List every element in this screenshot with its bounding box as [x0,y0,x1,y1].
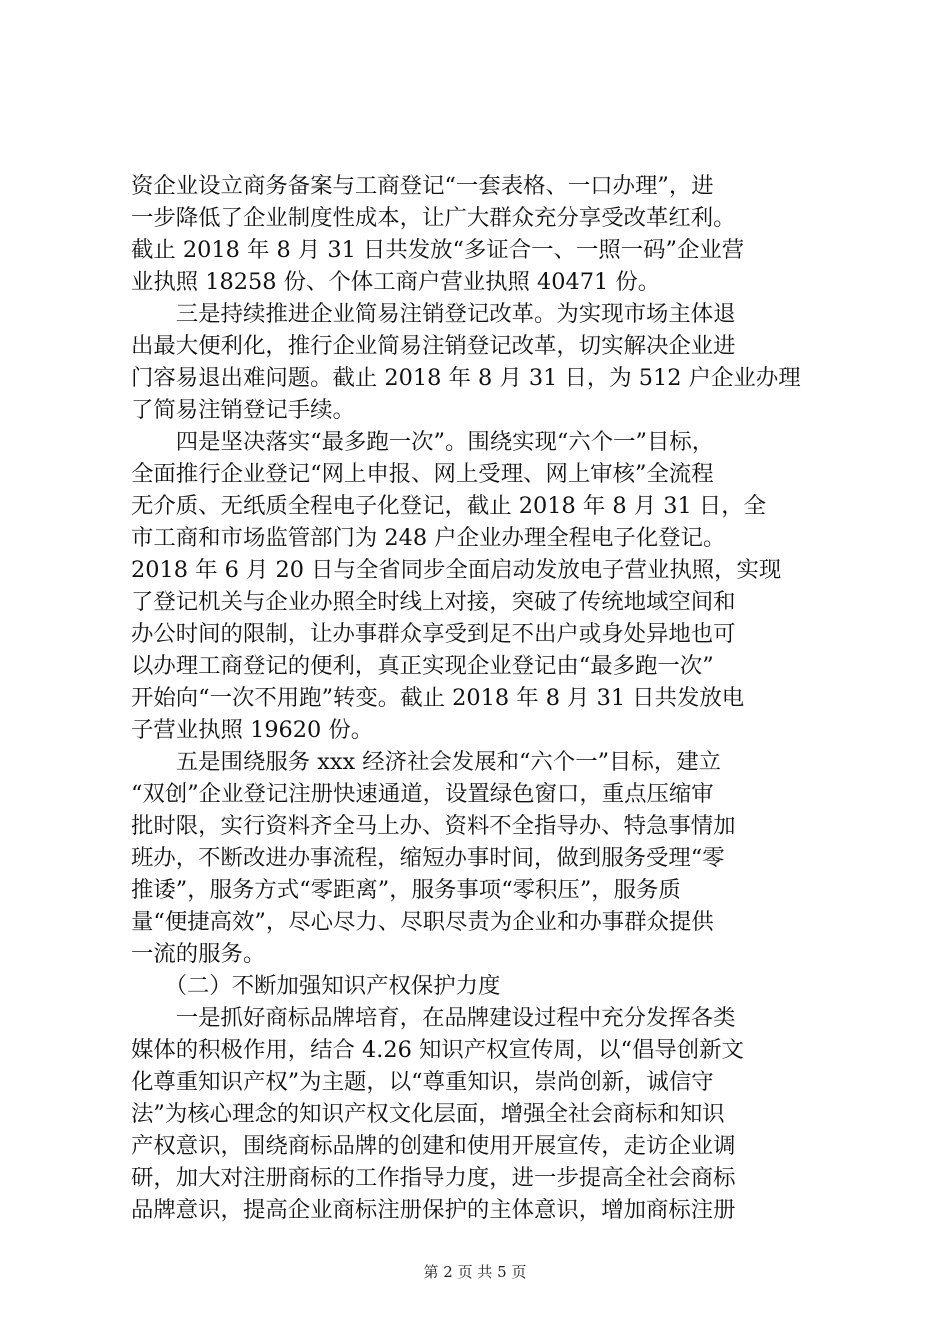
text-line: 四是坚决落实“最多跑一次”。围绕实现“六个一”目标， [131,429,715,455]
text-line: 开始向“一次不用跑”转变。截止 2018 年 8 月 31 日共发放电 [131,685,745,711]
document-body [131,170,831,1226]
text-line: 办公时间的限制，让办事群众享受到足不出户或身处异地也可 [131,621,736,647]
text-line: 量“便捷高效”，尽心尽力、尽职尽责为企业和办事群众提供 [131,909,714,935]
text-line: 品牌意识，提高企业商标注册保护的主体意识，增加商标注册 [131,1197,736,1223]
text-line: 业执照 18258 份、个体工商户营业执照 40471 份。 [131,269,661,295]
text-line: 媒体的积极作用，结合 4.26 知识产权宣传周，以“倡导创新文 [131,1037,744,1063]
text-line: 化尊重知识产权”为主题，以“尊重知识，崇尚创新，诚信守 [131,1069,714,1095]
text-line: 以办理工商登记的便利，真正实现企业登记由“最多跑一次” [131,653,714,679]
text-line: 法”为核心理念的知识产权文化层面，增强全社会商标和知识 [131,1101,725,1127]
text-line: 推诿”，服务方式“零距离”，服务事项“零积压”，服务质 [131,877,681,903]
text-line: 批时限，实行资料齐全马上办、资料不全指导办、特急事情加 [131,813,736,839]
page-footer: 第 2 页 共 5 页 [423,1263,527,1281]
text-line: 一步降低了企业制度性成本，让广大群众充分享受改革红利。 [131,205,736,231]
text-line: 门容易退出难问题。截止 2018 年 8 月 31 日，为 512 户企业办理 [131,365,801,391]
text-line: 子营业执照 19620 份。 [131,717,374,743]
text-line: 产权意识，围绕商标品牌的创建和使用开展宣传，走访企业调 [131,1133,736,1159]
text-line: “双创”企业登记注册快速通道，设置绿色窗口，重点压缩审 [131,781,714,807]
text-line: 班办，不断改进办事流程，缩短办事时间，做到服务受理“零 [131,845,725,871]
text-line: 资企业设立商务备案与工商登记“一套表格、一口办理”，进 [131,173,714,199]
text-line: 研，加大对注册商标的工作指导力度，进一步提高全社会商标 [131,1165,736,1191]
text-line: 了简易注销登记手续。 [131,397,355,423]
text-line: 无介质、无纸质全程电子化登记，截止 2018 年 8 月 31 日，全 [131,493,767,519]
text-line: 五是围绕服务 xxx 经济社会发展和“六个一”目标，建立 [131,749,721,775]
text-line: 出最大便利化，推行企业简易注销登记改革，切实解决企业进 [131,333,736,359]
text-line: 截止 2018 年 8 月 31 日共发放“多证合一、一照一码”企业营 [131,237,745,263]
text-line: 一是抓好商标品牌培育，在品牌建设过程中充分发挥各类 [131,1005,736,1031]
text-line: 全面推行企业登记“网上申报、网上受理、网上审核”全流程 [131,461,714,487]
text-line: 了登记机关与企业办照全时线上对接，突破了传统地域空间和 [131,589,736,615]
text-line: 三是持续推进企业简易注销登记改革。为实现市场主体退 [131,301,736,327]
text-line: 一流的服务。 [131,941,266,967]
section-heading: （二）不断加强知识产权保护力度 [131,973,501,999]
text-line: 2018 年 6 月 20 日与全省同步全面启动发放电子营业执照，实现 [131,557,782,583]
text-line: 市工商和市场监管部门为 248 户企业办理全程电子化登记。 [131,525,726,551]
